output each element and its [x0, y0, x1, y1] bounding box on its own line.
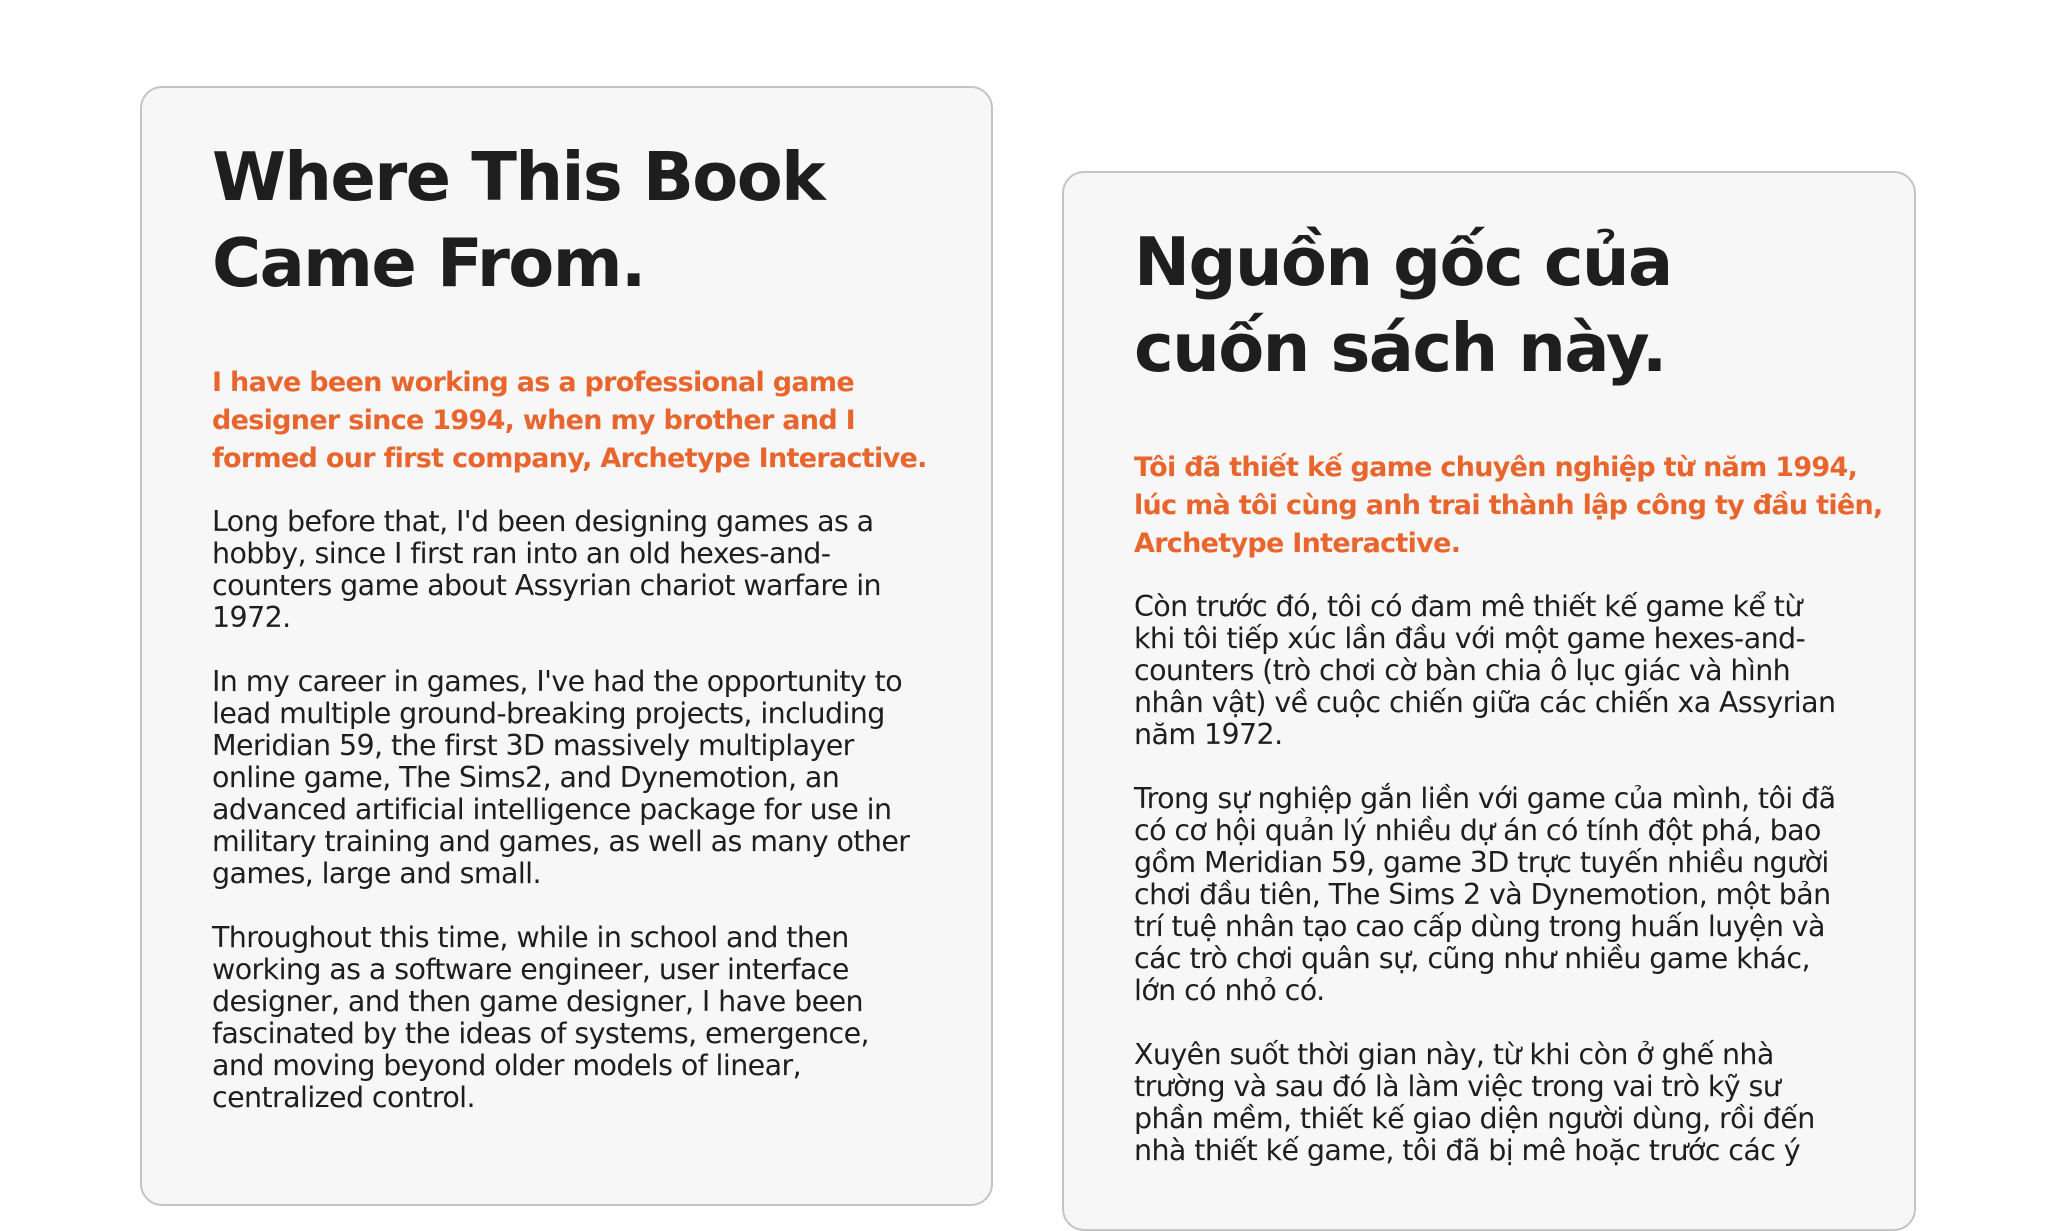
vietnamese-title-line: cuốn sách này.	[1134, 309, 1666, 387]
text-line: nhà thiết kế game, tôi đã bị mê hoặc trước các ý	[1134, 1134, 1801, 1167]
english-lead-line: formed our first company, Archetype Interactive.	[212, 443, 927, 474]
text-line: Meridian 59, the first 3D massively multiplayer	[212, 729, 854, 762]
text-line: Long before that, I'd been designing games as a	[212, 505, 874, 538]
text-line: Còn trước đó, tôi có đam mê thiết kế game kể từ	[1134, 590, 1802, 623]
english-paragraph-1	[212, 506, 931, 634]
vietnamese-paragraph-3	[1134, 1039, 1854, 1167]
text-line: military training and games, as well as many other	[212, 825, 910, 858]
text-line: các trò chơi quân sự, cũng như nhiều game khác,	[1134, 942, 1810, 975]
english-text-card	[140, 86, 993, 1206]
text-line: counters (trò chơi cờ bàn chia ô lục giác và hình	[1134, 654, 1791, 687]
text-line: năm 1972.	[1134, 718, 1283, 751]
vietnamese-lead-line: lúc mà tôi cùng anh trai thành lập công ty đầu tiên,	[1134, 490, 1883, 521]
text-line: Xuyên suốt thời gian này, từ khi còn ở ghế nhà	[1134, 1038, 1774, 1071]
text-line: Throughout this time, while in school and then	[212, 921, 849, 954]
text-line: and moving beyond older models of linear,	[212, 1049, 802, 1082]
english-lead-paragraph	[212, 364, 931, 478]
text-line: centralized control.	[212, 1081, 475, 1114]
text-line: counters game about Assyrian chariot warfare in	[212, 569, 882, 602]
text-line: 1972.	[212, 601, 291, 634]
vietnamese-paragraph-2	[1134, 783, 1854, 1007]
vietnamese-lead-line: Tôi đã thiết kế game chuyên nghiệp từ năm 1994,	[1134, 452, 1858, 483]
english-paragraph-2	[212, 666, 931, 890]
vietnamese-lead-paragraph	[1134, 449, 1883, 563]
vietnamese-title	[1134, 219, 1854, 391]
english-lead-line: I have been working as a professional game	[212, 367, 854, 398]
text-line: phần mềm, thiết kế giao diện người dùng, rồi đến	[1134, 1102, 1815, 1135]
text-line: online game, The Sims2, and Dynemotion, an	[212, 761, 840, 794]
text-line: trường và sau đó là làm việc trong vai trò kỹ sư	[1134, 1070, 1781, 1103]
text-line: gồm Meridian 59, game 3D trực tuyến nhiều người	[1134, 846, 1829, 879]
english-title-line: Where This Book	[212, 138, 825, 216]
text-line: có cơ hội quản lý nhiều dự án có tính đột phá, bao	[1134, 814, 1821, 847]
text-line: designer, and then game designer, I have been	[212, 985, 863, 1018]
vietnamese-paragraph-1	[1134, 591, 1854, 751]
english-title	[212, 134, 931, 306]
vietnamese-text-card	[1062, 171, 1916, 1231]
text-line: In my career in games, I've had the opportunity to	[212, 665, 903, 698]
text-line: games, large and small.	[212, 857, 541, 890]
text-line: trí tuệ nhân tạo cao cấp dùng trong huấn luyện và	[1134, 910, 1825, 943]
text-line: advanced artificial intelligence package for use in	[212, 793, 892, 826]
english-lead-line: designer since 1994, when my brother and I	[212, 405, 856, 436]
vietnamese-lead-line: Archetype Interactive.	[1134, 528, 1461, 559]
english-title-line: Came From.	[212, 224, 645, 302]
text-line: hobby, since I first ran into an old hexes-and-	[212, 537, 831, 570]
text-line: khi tôi tiếp xúc lần đầu với một game hexes-and-	[1134, 622, 1806, 655]
text-line: Trong sự nghiệp gắn liền với game của mình, tôi đã	[1134, 782, 1836, 815]
text-line: chơi đầu tiên, The Sims 2 và Dynemotion, một bản	[1134, 878, 1831, 911]
vietnamese-title-line: Nguồn gốc của	[1134, 223, 1672, 301]
english-paragraph-3	[212, 922, 931, 1114]
text-line: fascinated by the ideas of systems, emergence,	[212, 1017, 870, 1050]
text-line: working as a software engineer, user interface	[212, 953, 849, 986]
text-line: nhân vật) về cuộc chiến giữa các chiến xa Assyrian	[1134, 686, 1836, 719]
text-line: lớn có nhỏ có.	[1134, 974, 1325, 1007]
text-line: lead multiple ground-breaking projects, including	[212, 697, 885, 730]
